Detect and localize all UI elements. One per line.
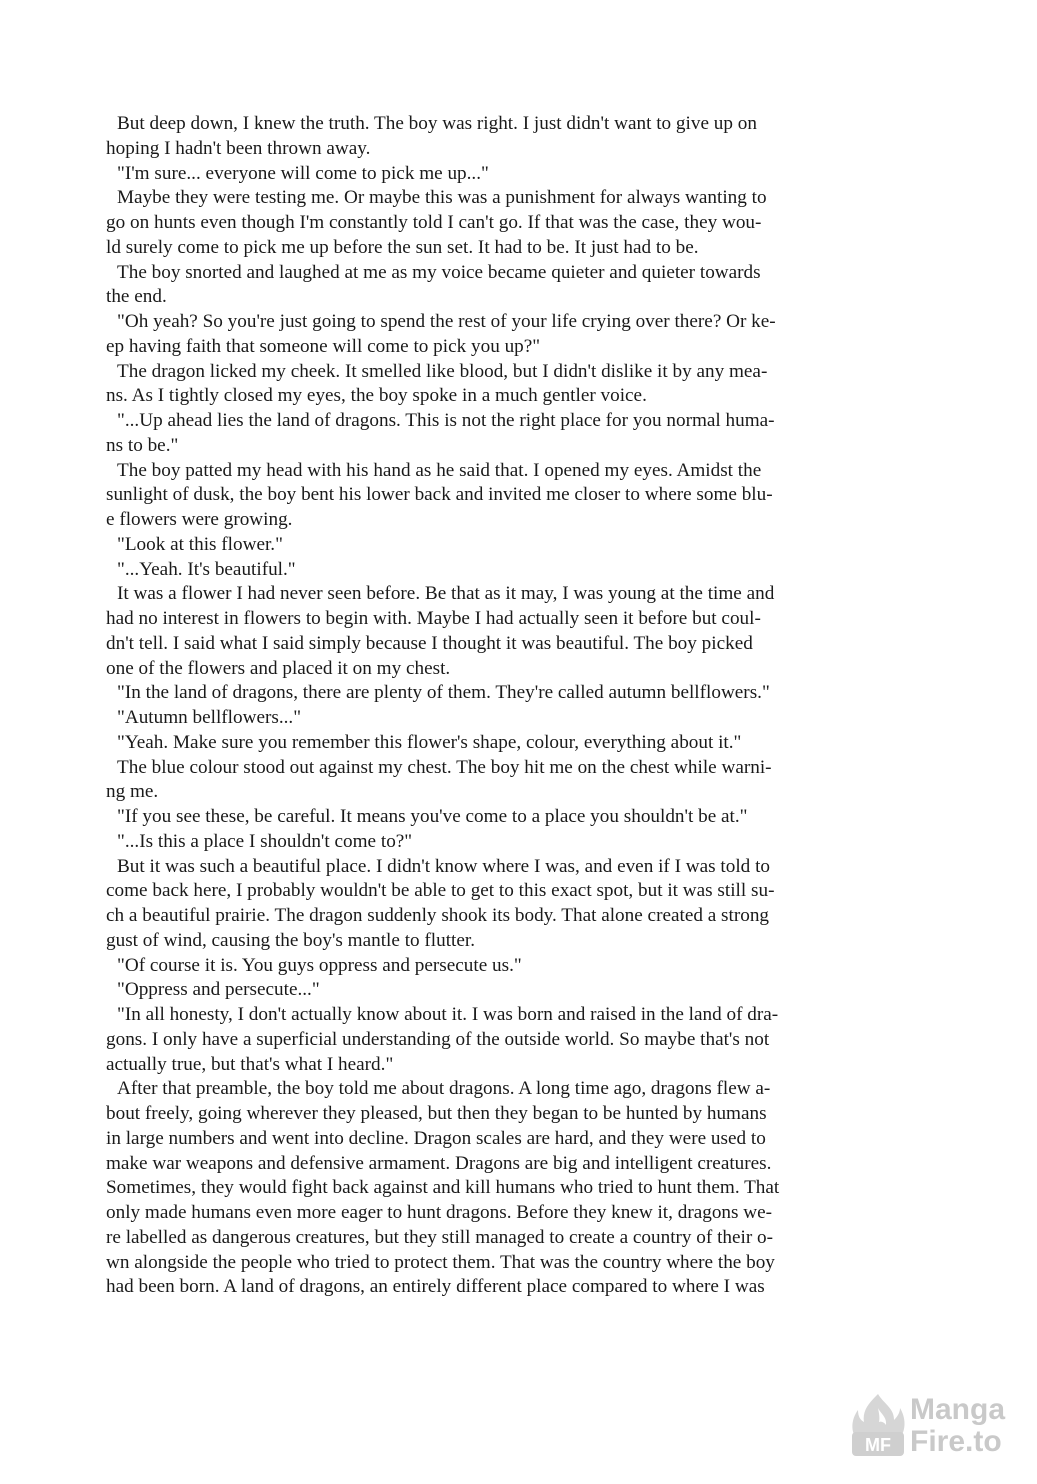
text-line: make war weapons and defensive armament. Dragons are big and intelligent creatures.	[106, 1152, 772, 1174]
text-line: re labelled as dangerous creatures, but they still managed to create a country of their o-	[106, 1226, 774, 1248]
text-line: "Oppress and persecute..."	[117, 979, 320, 1001]
text-line: "...Up ahead lies the land of dragons. This is not the right place for you normal huma-	[117, 410, 775, 431]
text-line: gons. I only have a superficial understanding of the outside world. So maybe that's not	[106, 1028, 770, 1050]
text-line: had been born. A land of dragons, an entirely different place compared to where I was	[106, 1276, 765, 1298]
text-line: "I'm sure... everyone will come to pick me up..."	[117, 162, 489, 184]
svg-text:MF: MF	[865, 1435, 891, 1455]
text-line: ns to be."	[106, 434, 179, 456]
text-line: only made humans even more eager to hunt dragons. Before they knew it, dragons we-	[106, 1202, 773, 1223]
text-line: dn't tell. I said what I said simply because I thought it was beautiful. The boy picked	[106, 632, 753, 654]
watermark	[850, 1392, 1020, 1462]
text-line: "Of course it is. You guys oppress and persecute us."	[117, 954, 522, 976]
text-line: ch a beautiful prairie. The dragon suddenly shook its body. That alone created a strong	[106, 905, 770, 926]
text-line: But it was such a beautiful place. I didn't know where I was, and even if I was told to	[117, 855, 770, 877]
text-line: wn alongside the people who tried to protect them. That was the country where the boy	[106, 1251, 775, 1273]
text-line: the end.	[106, 286, 167, 308]
watermark-manga-text: Manga	[910, 1393, 1006, 1426]
text-line: "Oh yeah? So you're just going to spend the rest of your life crying over there? Or ke-	[117, 311, 776, 332]
text-line: "...Yeah. It's beautiful."	[117, 558, 296, 580]
text-line: The dragon licked my cheek. It smelled like blood, but I didn't dislike it by any mea-	[117, 360, 768, 382]
text-line: bout freely, going wherever they pleased, but then they began to be hunted by humans	[106, 1103, 767, 1124]
text-line: "In all honesty, I don't actually know about it. I was born and raised in the land of dra-	[117, 1004, 779, 1025]
text-line: "If you see these, be careful. It means you've come to a place you shouldn't be at."	[117, 806, 748, 827]
text-line: sunlight of dusk, the boy bent his lower back and invited me closer to where some blu-	[106, 484, 773, 506]
text-line: come back here, I probably wouldn't be able to get to this exact spot, but it was still su-	[106, 880, 775, 902]
text-line: The boy patted my head with his hand as he said that. I opened my eyes. Amidst the	[117, 459, 762, 481]
text-line: "...Is this a place I shouldn't come to?"	[117, 830, 413, 852]
text-line: ng me.	[106, 781, 159, 803]
text-line: "Look at this flower."	[117, 533, 283, 555]
text-line: "In the land of dragons, there are plenty of them. They're called autumn bellflowers."	[117, 682, 770, 704]
flame-logo-icon	[850, 1392, 906, 1458]
text-line: Sometimes, they would fight back against and kill humans who tried to hunt them. That	[106, 1177, 780, 1199]
text-line: Maybe they were testing me. Or maybe this was a punishment for always wanting to	[117, 187, 767, 209]
text-line: "Yeah. Make sure you remember this flower's shape, colour, everything about it."	[117, 731, 742, 753]
text-line: ns. As I tightly closed my eyes, the boy spoke in a much gentler voice.	[106, 385, 647, 407]
watermark-fire-text: Fire.to	[910, 1425, 1002, 1458]
text-line: actually true, but that's what I heard."	[106, 1053, 394, 1075]
text-line: The blue colour stood out against my chest. The boy hit me on the chest while warni-	[117, 756, 772, 778]
text-line: ld surely come to pick me up before the sun set. It had to be. It just had to be.	[106, 236, 699, 258]
text-line: in large numbers and went into decline. Dragon scales are hard, and they were used to	[106, 1127, 766, 1149]
text-line: ep having faith that someone will come to pick you up?"	[106, 335, 541, 357]
text-line: one of the flowers and placed it on my chest.	[106, 657, 451, 679]
text-line: It was a flower I had never seen before. Be that as it may, I was young at the time and	[117, 583, 775, 605]
text-line: had no interest in flowers to begin with. Maybe I had actually seen it before but coul-	[106, 608, 761, 629]
text-line: gust of wind, causing the boy's mantle to flutter.	[106, 929, 476, 951]
text-line: After that preamble, the boy told me about dragons. A long time ago, dragons flew a-	[117, 1078, 771, 1100]
text-line: The boy snorted and laughed at me as my voice became quieter and quieter towards	[117, 261, 761, 283]
text-line: go on hunts even though I'm constantly told I can't go. If that was the case, they wou-	[106, 212, 762, 233]
text-line: hoping I hadn't been thrown away.	[106, 137, 371, 159]
text-line: e flowers were growing.	[106, 509, 293, 530]
text-line: "Autumn bellflowers..."	[117, 707, 302, 728]
body-text	[106, 112, 896, 1300]
text-line: But deep down, I knew the truth. The boy was right. I just didn't want to give up on	[117, 113, 757, 134]
